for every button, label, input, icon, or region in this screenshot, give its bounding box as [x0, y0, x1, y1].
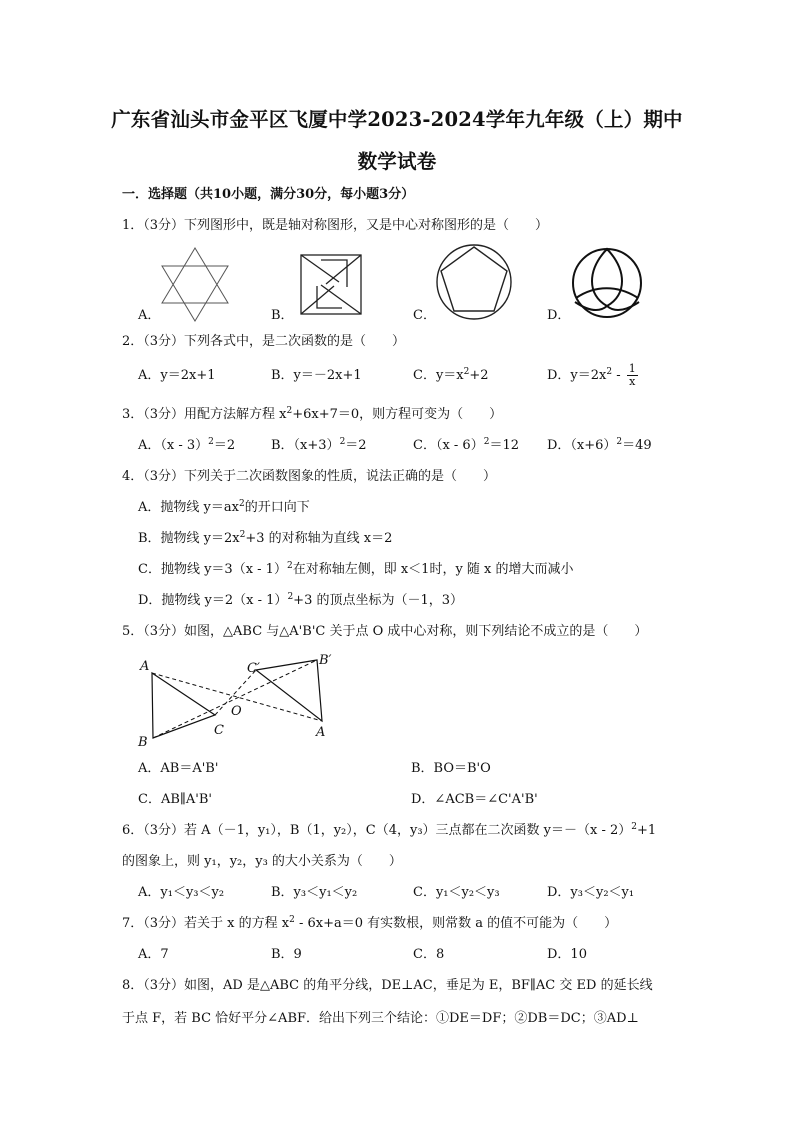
question-1-stem: 1．（3分）下列图形中，既是轴对称图形，又是中心对称图形的是（ ）	[122, 218, 549, 233]
label-o: O	[231, 704, 242, 719]
q5-option-b: B．BO＝B'O	[411, 761, 491, 776]
question-8-stem-line1: 8．（3分）如图，AD 是△ABC 的角平分线，DE⊥AC，垂足为 E，BF∥AC 交 ED 的延长线	[122, 978, 653, 993]
q4-option-b: B．抛物线 $y=2x^2+3$ 的对称轴为直线 x＝2	[138, 530, 393, 546]
question-5-stem: 5．（3分）如图，△ABC 与△A'B'C 关于点 O 成中心对称，则下列结论不成立的是（ ）	[122, 624, 648, 639]
q3-option-a: A．（x - 3）$^2$＝2	[138, 437, 236, 453]
star-of-david-figure	[162, 248, 228, 321]
q2-option-a: A．y＝2x+1	[138, 368, 216, 383]
q5-option-c: C．AB∥A'B'	[138, 792, 212, 807]
q1-option-b-label: B．	[271, 308, 294, 323]
fraction: $\frac{1}{x}$	[628, 362, 636, 388]
label-b-prime: B′	[319, 653, 332, 668]
question-4-stem: 4．（3分）下列关于二次函数图象的性质，说法正确的是（ ）	[122, 469, 497, 484]
q1-option-a-label: A．	[138, 308, 161, 323]
pinwheel-square-figure	[301, 255, 361, 314]
question-3-stem: 3．（3分）用配方法解方程 $x^2+6x+7=0$，则方程可变为（ ）	[122, 406, 503, 422]
q7-option-d: D．10	[547, 947, 587, 962]
section-heading: 一．选择题（共10小题，满分30分，每小题3分）	[122, 187, 415, 202]
question-6-stem-line1: 6．（3分）若 A（－1，y₁），B（1，y₂），C（4，y₃）三点都在二次函数 y＝－（x - 2）$^2$+1	[122, 822, 657, 838]
q4-option-a: A．抛物线 $y=ax^2$的开口向下	[138, 499, 310, 515]
triangle-abc	[152, 673, 215, 738]
q3-option-c: C．（x - 6）$^2$＝12	[413, 437, 519, 453]
q2-option-b: B．y＝－2x+1	[271, 368, 362, 383]
q4-option-c: C．抛物线 y＝3（x - 1）$^2$在对称轴左侧，即 x＜1时，y 随 x 的增大而减小	[138, 561, 574, 577]
label-a-prime: A	[316, 725, 326, 740]
exam-subtitle: 数学试卷	[357, 150, 437, 173]
q6-option-b: B．y₃＜y₁＜y₂	[271, 885, 358, 900]
question-7-stem: 7．（3分）若关于 x 的方程 $x^2 - 6x+a=0$ 有实数根，则常数 a 的值不可能为（ ）	[122, 915, 618, 931]
label-c: C	[214, 723, 224, 738]
label-a: A	[140, 659, 150, 674]
q7-option-c: C．8	[413, 947, 445, 962]
dashed-b-to-bp	[153, 660, 317, 738]
q2-option-d: D．$y=2x^2$ - $\frac{1}{x}$	[547, 362, 636, 388]
question-2-stem: 2．（3分）下列各式中，是二次函数的是（ ）	[122, 334, 406, 349]
q5-option-d: D．∠ACB＝∠C'A'B'	[411, 792, 538, 807]
q3-option-d: D．$(x+6)^2=49$	[547, 437, 652, 453]
q5-figure	[130, 652, 350, 752]
tri-arc-circle-figure	[573, 249, 641, 317]
q5-option-a: A．AB＝A'B'	[138, 761, 219, 776]
q1-option-d-label: D．	[547, 308, 571, 323]
q1-option-c-label: C．	[413, 308, 436, 323]
q7-option-b: B．9	[271, 947, 302, 962]
q6-option-c: C．y₁＜y₂＜y₃	[413, 885, 500, 900]
q6-option-d: D．y₃＜y₂＜y₁	[547, 885, 635, 900]
circle-pentagon-figure	[437, 245, 511, 319]
question-8-stem-line2: 于点 F，若 BC 恰好平分∠ABF．给出下列三个结论：①DE＝DF；②DB＝DC；③AD⊥	[122, 1011, 639, 1026]
q3-option-b: B．$(x+3)^2=2$	[271, 437, 367, 453]
q7-option-a: A．7	[138, 947, 169, 962]
q2-option-c: C．$y=x^2+2$	[413, 367, 489, 383]
question-6-stem-line2: 的图象上，则 y₁，y₂，y₃ 的大小关系为（ ）	[122, 854, 402, 869]
label-b: B	[138, 735, 148, 750]
q6-option-a: A．y₁＜y₃＜y₂	[138, 885, 225, 900]
exam-title: 广东省汕头市金平区飞厦中学2023-2024学年九年级（上）期中	[111, 108, 683, 131]
q4-option-d: D．抛物线 y＝2（x - 1）$^2$+3 的顶点坐标为（－1，3）	[138, 592, 464, 608]
label-c-prime: C′	[247, 661, 260, 676]
